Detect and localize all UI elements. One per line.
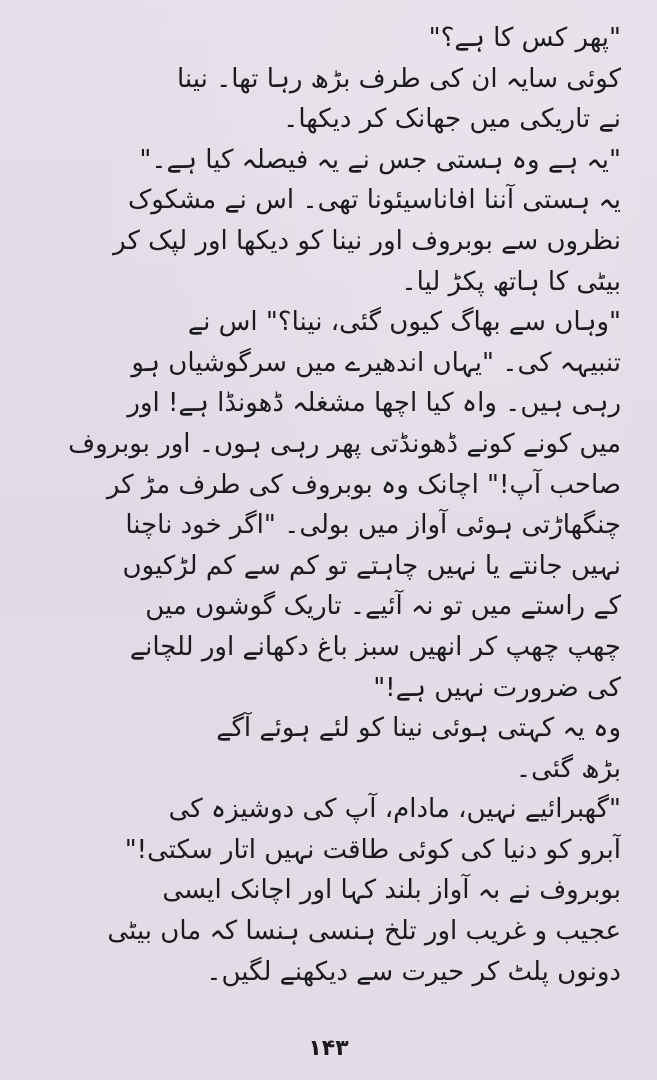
text-line: "یہ ہے وہ ہستی جس نے یہ فیصلہ کیا ہے۔" xyxy=(139,144,621,175)
text-line: کے راستے میں تو نہ آئیے۔ تاریک گوشوں میں xyxy=(145,591,621,622)
text-line: چنگھاڑتی ہوئی آواز میں بولی۔ "اگر خود ناچنا xyxy=(125,510,621,541)
text-line: صاحب آپ!" اچانک وہ بوبروف کی طرف مڑ کر xyxy=(106,469,621,500)
text-line: "گھبرائیے نہیں، مادام، آپ کی دوشیزہ کی xyxy=(168,794,621,825)
text-line: بیٹی کا ہاتھ پکڑ لیا۔ xyxy=(401,266,621,297)
text-line: میں کونے کونے ڈھونڈتی پھر رہی ہوں۔ اور بوبروف xyxy=(68,428,621,459)
text-line: نظروں سے بوبروف اور نینا کو دیکھا اور لپک کر xyxy=(113,225,621,256)
text-line: تنبیہہ کی۔ "یہاں اندھیرے میں سرگوشیاں ہو xyxy=(131,347,621,378)
text-line: عجیب و غریب اور تلخ ہنسی ہنسا کہ ماں بیٹی xyxy=(107,916,621,947)
text-line: یہ ہستی آننا افاناسیئونا تھی۔ اس نے مشکوک xyxy=(127,185,621,216)
text-line: دونوں پلٹ کر حیرت سے دیکھنے لگیں۔ xyxy=(206,956,621,987)
text-line: رہی ہیں۔ واہ کیا اچھا مشغلہ ڈھونڈا ہے! اور xyxy=(127,388,621,419)
text-line: "وہاں سے بھاگ کیوں گئی، نینا؟" اس نے xyxy=(187,307,621,338)
text-line: نے تاریکی میں جھانک کر دیکھا۔ xyxy=(283,104,621,135)
text-line: بڑھ گئی۔ xyxy=(515,753,621,784)
text-line: آبرو کو دنیا کی کوئی طاقت نہیں اتار سکتی!" xyxy=(124,834,621,865)
text-line: بوبروف نے بہ آواز بلند کہا اور اچانک ایسی xyxy=(162,875,621,906)
text-line: نہیں جانتے یا نہیں چاہتے تو کم سے کم لڑکیوں xyxy=(122,550,621,581)
text-line: "پھر کس کا ہے؟" xyxy=(428,23,621,53)
text-line: کی ضرورت نہیں ہے!" xyxy=(373,672,621,703)
page-body-text xyxy=(28,18,621,992)
text-line: چھپ چھپ کر انھیں سبز باغ دکھانے اور للچانے xyxy=(129,631,621,662)
text-line: وہ یہ کہتی ہوئی نینا کو لئے ہوئے آگے xyxy=(216,713,621,744)
text-line: کوئی سایہ ان کی طرف بڑھ رہا تھا۔ نینا xyxy=(176,63,621,94)
page-number: ۱۴۳ xyxy=(308,1036,349,1061)
